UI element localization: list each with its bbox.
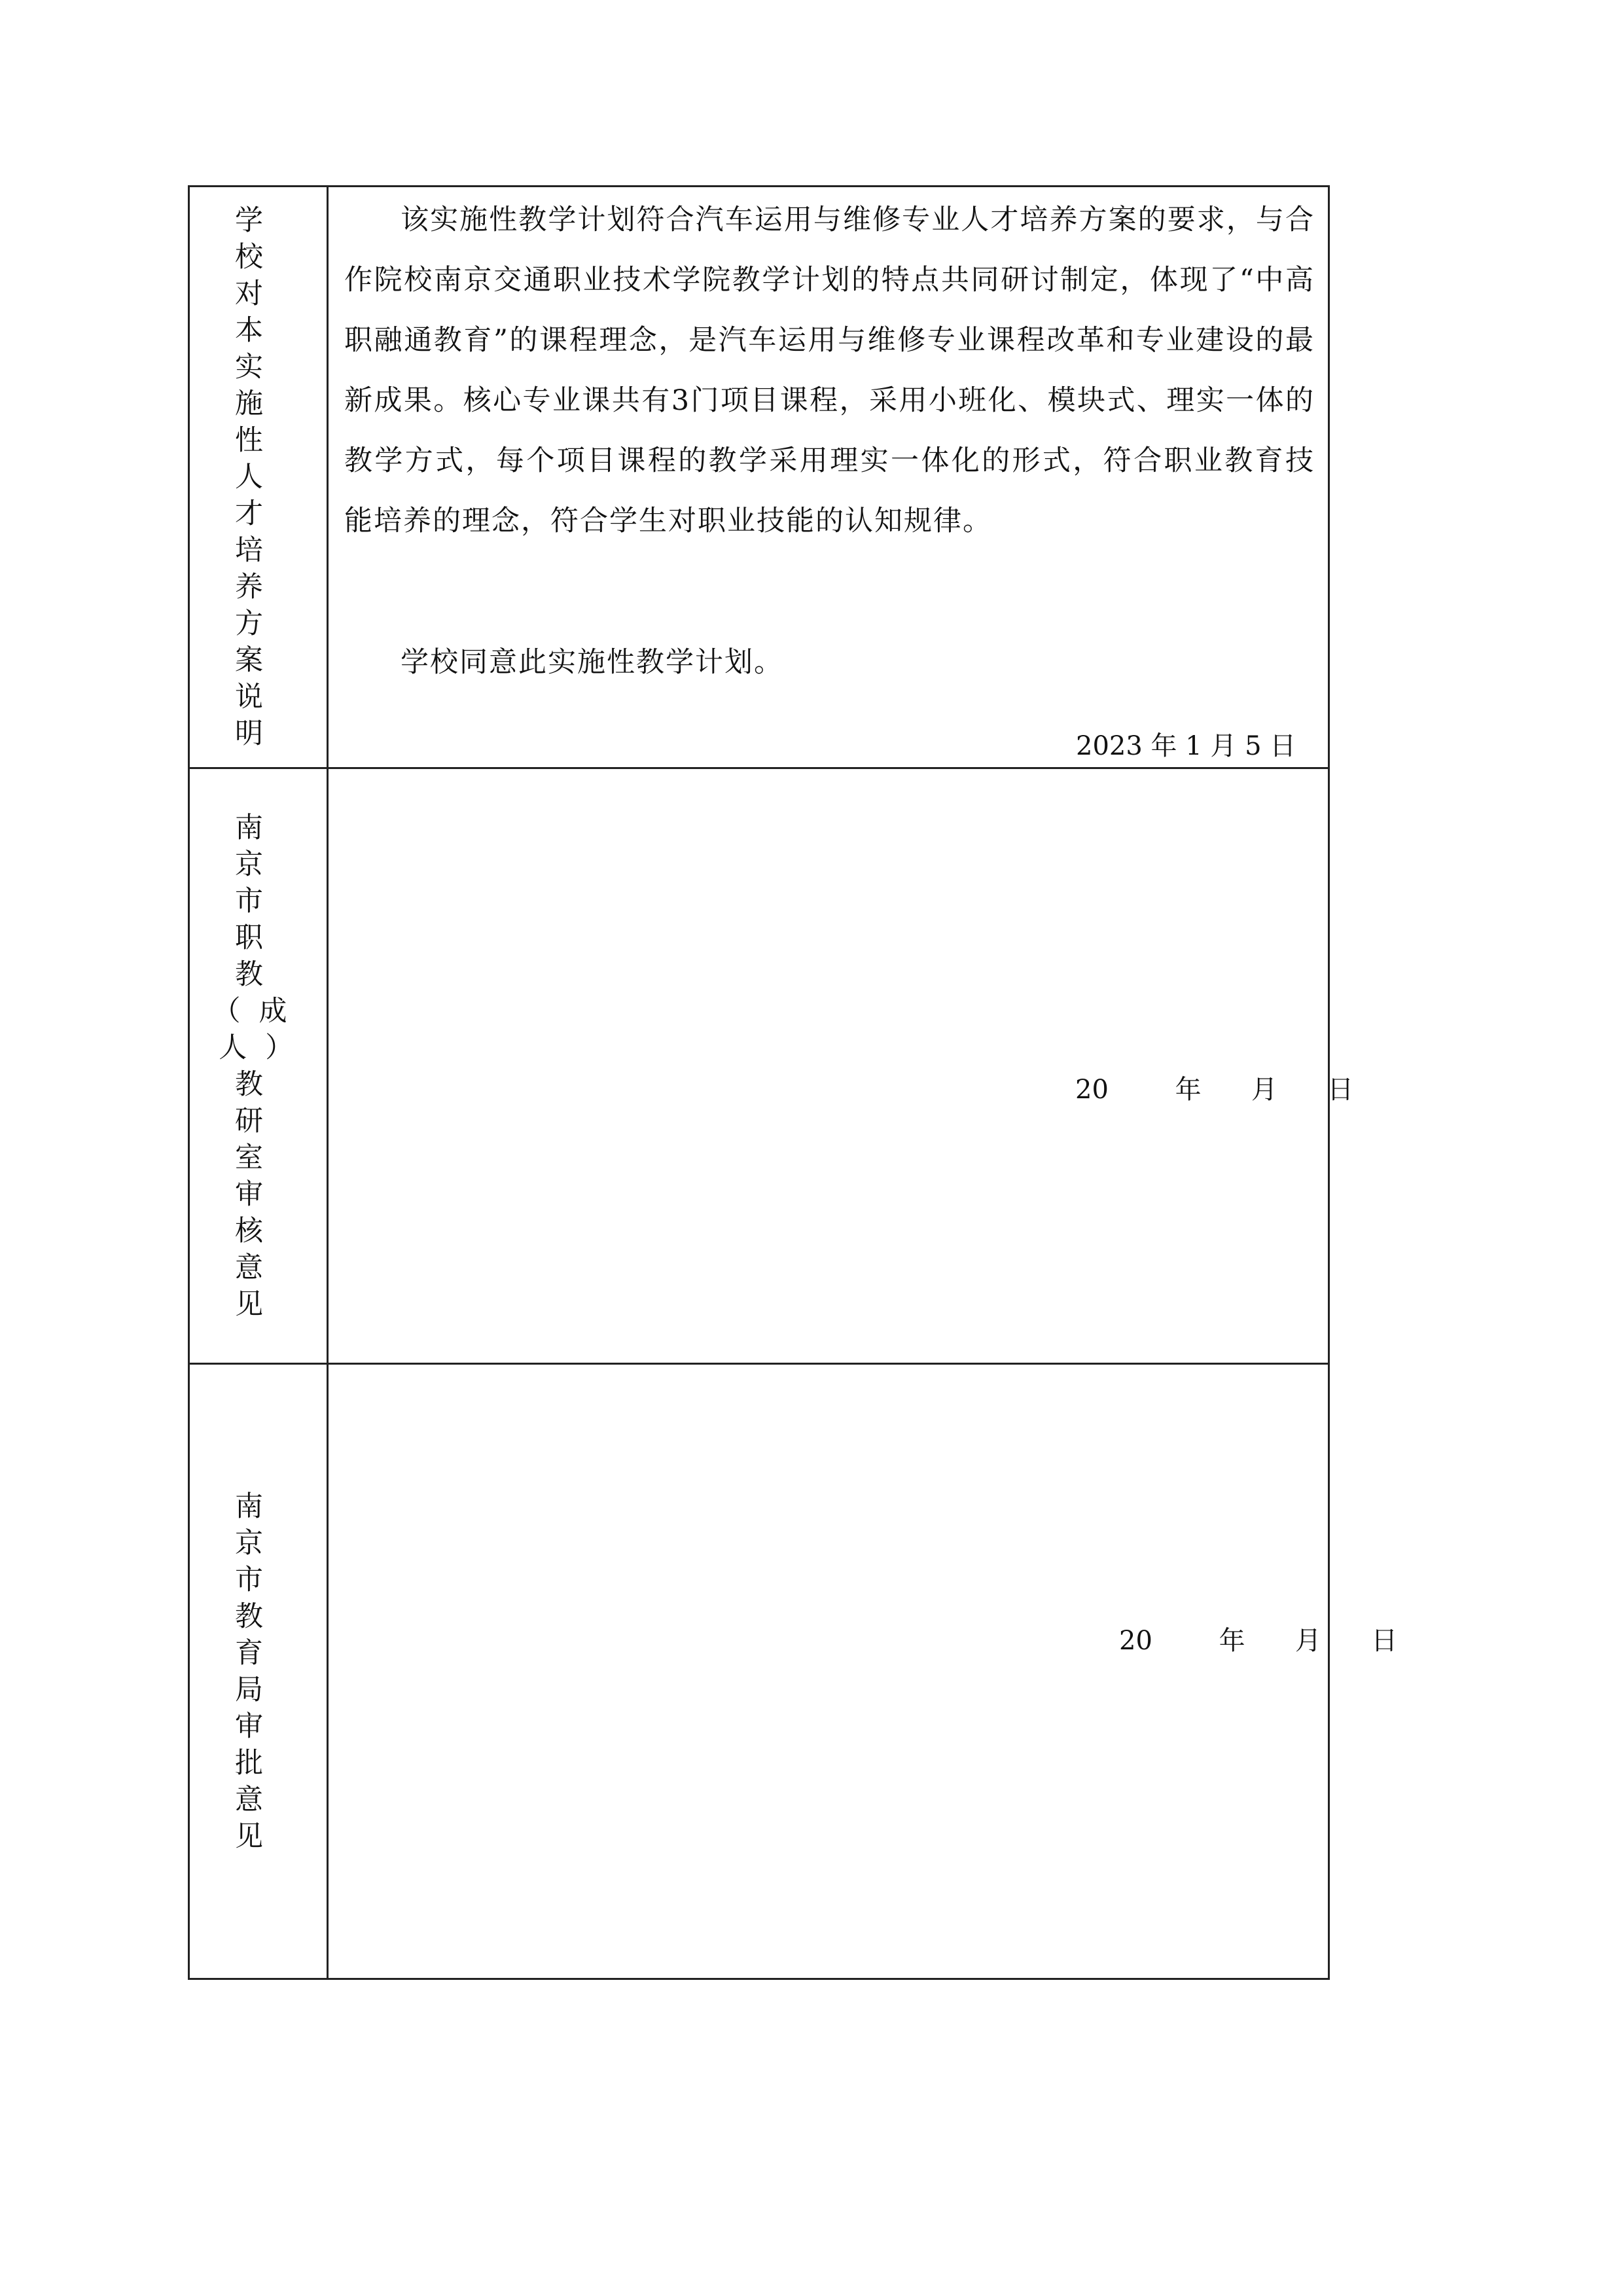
education-bureau-label: 南京市教育局审批意见 xyxy=(235,1490,281,1853)
table-row xyxy=(190,187,1328,767)
education-bureau-content xyxy=(329,1365,1398,1978)
explanation-paragraph: 该实施性教学计划符合汽车运用与维修专业人才培养方案的要求，与合作院校南京交通职业技术学院教学计划的特点共同研讨制定，体现了“中高职融通教育”的课程理念，是汽车运用与维修专业课程改革和专业建设的最新成果。核心专业课共有3门项目课程，采用小班化、模块式、理实一体的教学方式，每个项目课程的教学采用理实一体化的形式，符合职业教育技能培养的理念，符合学生对职业技能的认知规律。 xyxy=(344,204,1315,537)
education-bureau-date: 20 年 月 日 xyxy=(1119,1626,1398,1656)
table-row xyxy=(190,767,1354,1363)
table-row xyxy=(190,1363,1398,1978)
row-label-cell xyxy=(190,1365,329,1978)
row-label-cell xyxy=(190,769,329,1363)
research-office-content xyxy=(329,769,1354,1363)
research-office-label: 南京市职教（成人）教研室审核意见 xyxy=(212,811,306,1321)
research-office-date: 20 年 月 日 xyxy=(1075,1075,1354,1105)
agreement-paragraph: 学校同意此实施性教学计划。 xyxy=(401,646,783,679)
row-label-cell xyxy=(190,187,329,767)
approval-form-table xyxy=(188,185,1398,1980)
school-explanation-label: 学校对本实施性人才培养方案说明 xyxy=(235,204,281,750)
school-explanation-content xyxy=(329,187,1328,767)
school-date: 2023 年 1 月 5 日 xyxy=(1076,731,1296,761)
